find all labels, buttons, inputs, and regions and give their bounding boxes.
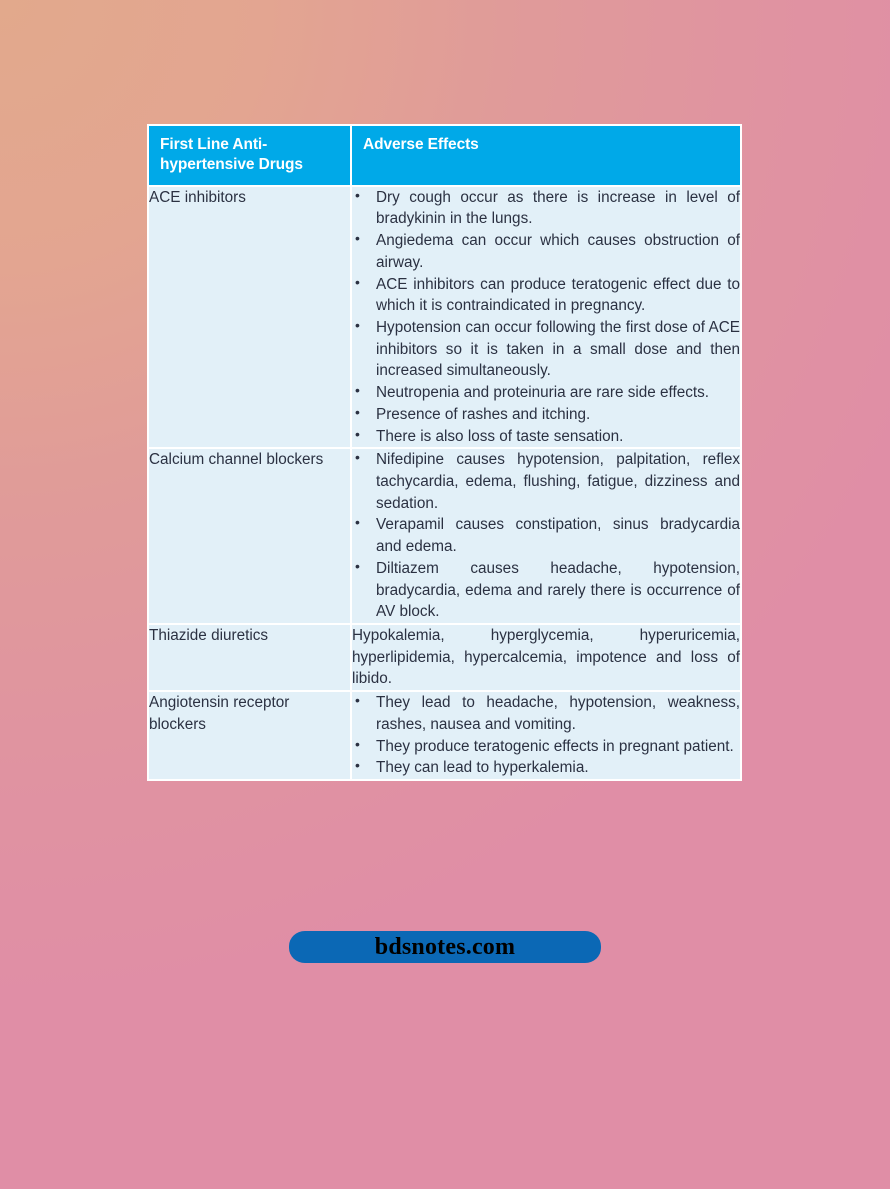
table-row [148, 448, 741, 624]
column-header-drug-class [148, 125, 351, 186]
table-header-row [148, 125, 741, 186]
list-item: • Hypotension can occur following the first dose of ACE inhibitors so it is taken in a small dose and then increased simultaneously. [352, 317, 740, 382]
table-header [148, 125, 741, 186]
list-item: • Verapamil causes constipation, sinus bradycardia and edema. [352, 514, 740, 557]
list-item: • They lead to headache, hypotension, weakness, rashes, nausea and vomiting. [352, 692, 740, 735]
drug-class-cell-ace-inhibitors [148, 186, 351, 449]
column-header-adverse-effects [351, 125, 741, 186]
adverse-effects-list [352, 187, 740, 448]
drug-class-cell-angiotensin-receptor-blockers [148, 691, 351, 780]
adverse-effects-cell-thiazide-diuretics [351, 624, 741, 691]
list-item: • Angiedema can occur which causes obstruction of airway. [352, 230, 740, 273]
drug-class-cell-calcium-channel-blockers [148, 448, 351, 624]
column-header-adverse-effects-label: Adverse Effects [363, 136, 479, 153]
watermark-text: bdsnotes.com [374, 934, 516, 960]
list-item: • They produce teratogenic effects in pregnant patient. [352, 736, 740, 758]
table-row [148, 691, 741, 780]
adverse-effects-list [352, 692, 740, 779]
list-item: • Dry cough occur as there is increase in level of bradykinin in the lungs. [352, 187, 740, 230]
drug-adverse-effects-table [147, 124, 742, 781]
adverse-effects-paragraph: Hypokalemia, hyperglycemia, hyperuricemia, hyperlipidemia, hypercalcemia, impotence and loss of libido. [352, 627, 740, 688]
table-row [148, 186, 741, 449]
list-item: • Presence of rashes and itching. [352, 404, 740, 426]
adverse-effects-cell-ace-inhibitors [351, 186, 741, 449]
list-item: • They can lead to hyperkalemia. [352, 757, 740, 779]
column-header-drug-class-line2: hypertensive Drugs [160, 155, 303, 173]
drug-class-label: Thiazide diuretics [149, 627, 269, 645]
adverse-effects-cell-calcium-channel-blockers [351, 448, 741, 624]
drug-class-label: Angiotensin receptor blockers [149, 694, 290, 733]
list-item: • There is also loss of taste sensation. [352, 426, 740, 448]
list-item: • Neutropenia and proteinuria are rare side effects. [352, 382, 740, 404]
table-body [148, 186, 741, 780]
list-item: • Diltiazem causes headache, hypotension, bradycardia, edema and rarely there is occurrence of AV block. [352, 558, 740, 623]
list-item: • ACE inhibitors can produce teratogenic effect due to which it is contraindicated in pregnancy. [352, 274, 740, 317]
column-header-drug-class-line1: First Line Anti- [160, 136, 268, 153]
drug-class-label: Calcium channel blockers [149, 451, 324, 469]
table-row [148, 624, 741, 691]
adverse-effects-list [352, 449, 740, 623]
drug-class-label: ACE inhibitors [149, 188, 246, 206]
drug-adverse-effects-table-card [147, 124, 740, 781]
drug-class-cell-thiazide-diuretics [148, 624, 351, 691]
adverse-effects-cell-angiotensin-receptor-blockers [351, 691, 741, 780]
list-item: • Nifedipine causes hypotension, palpitation, reflex tachycardia, edema, flushing, fatigue, dizziness and sedation. [352, 449, 740, 514]
watermark-badge [289, 931, 601, 963]
